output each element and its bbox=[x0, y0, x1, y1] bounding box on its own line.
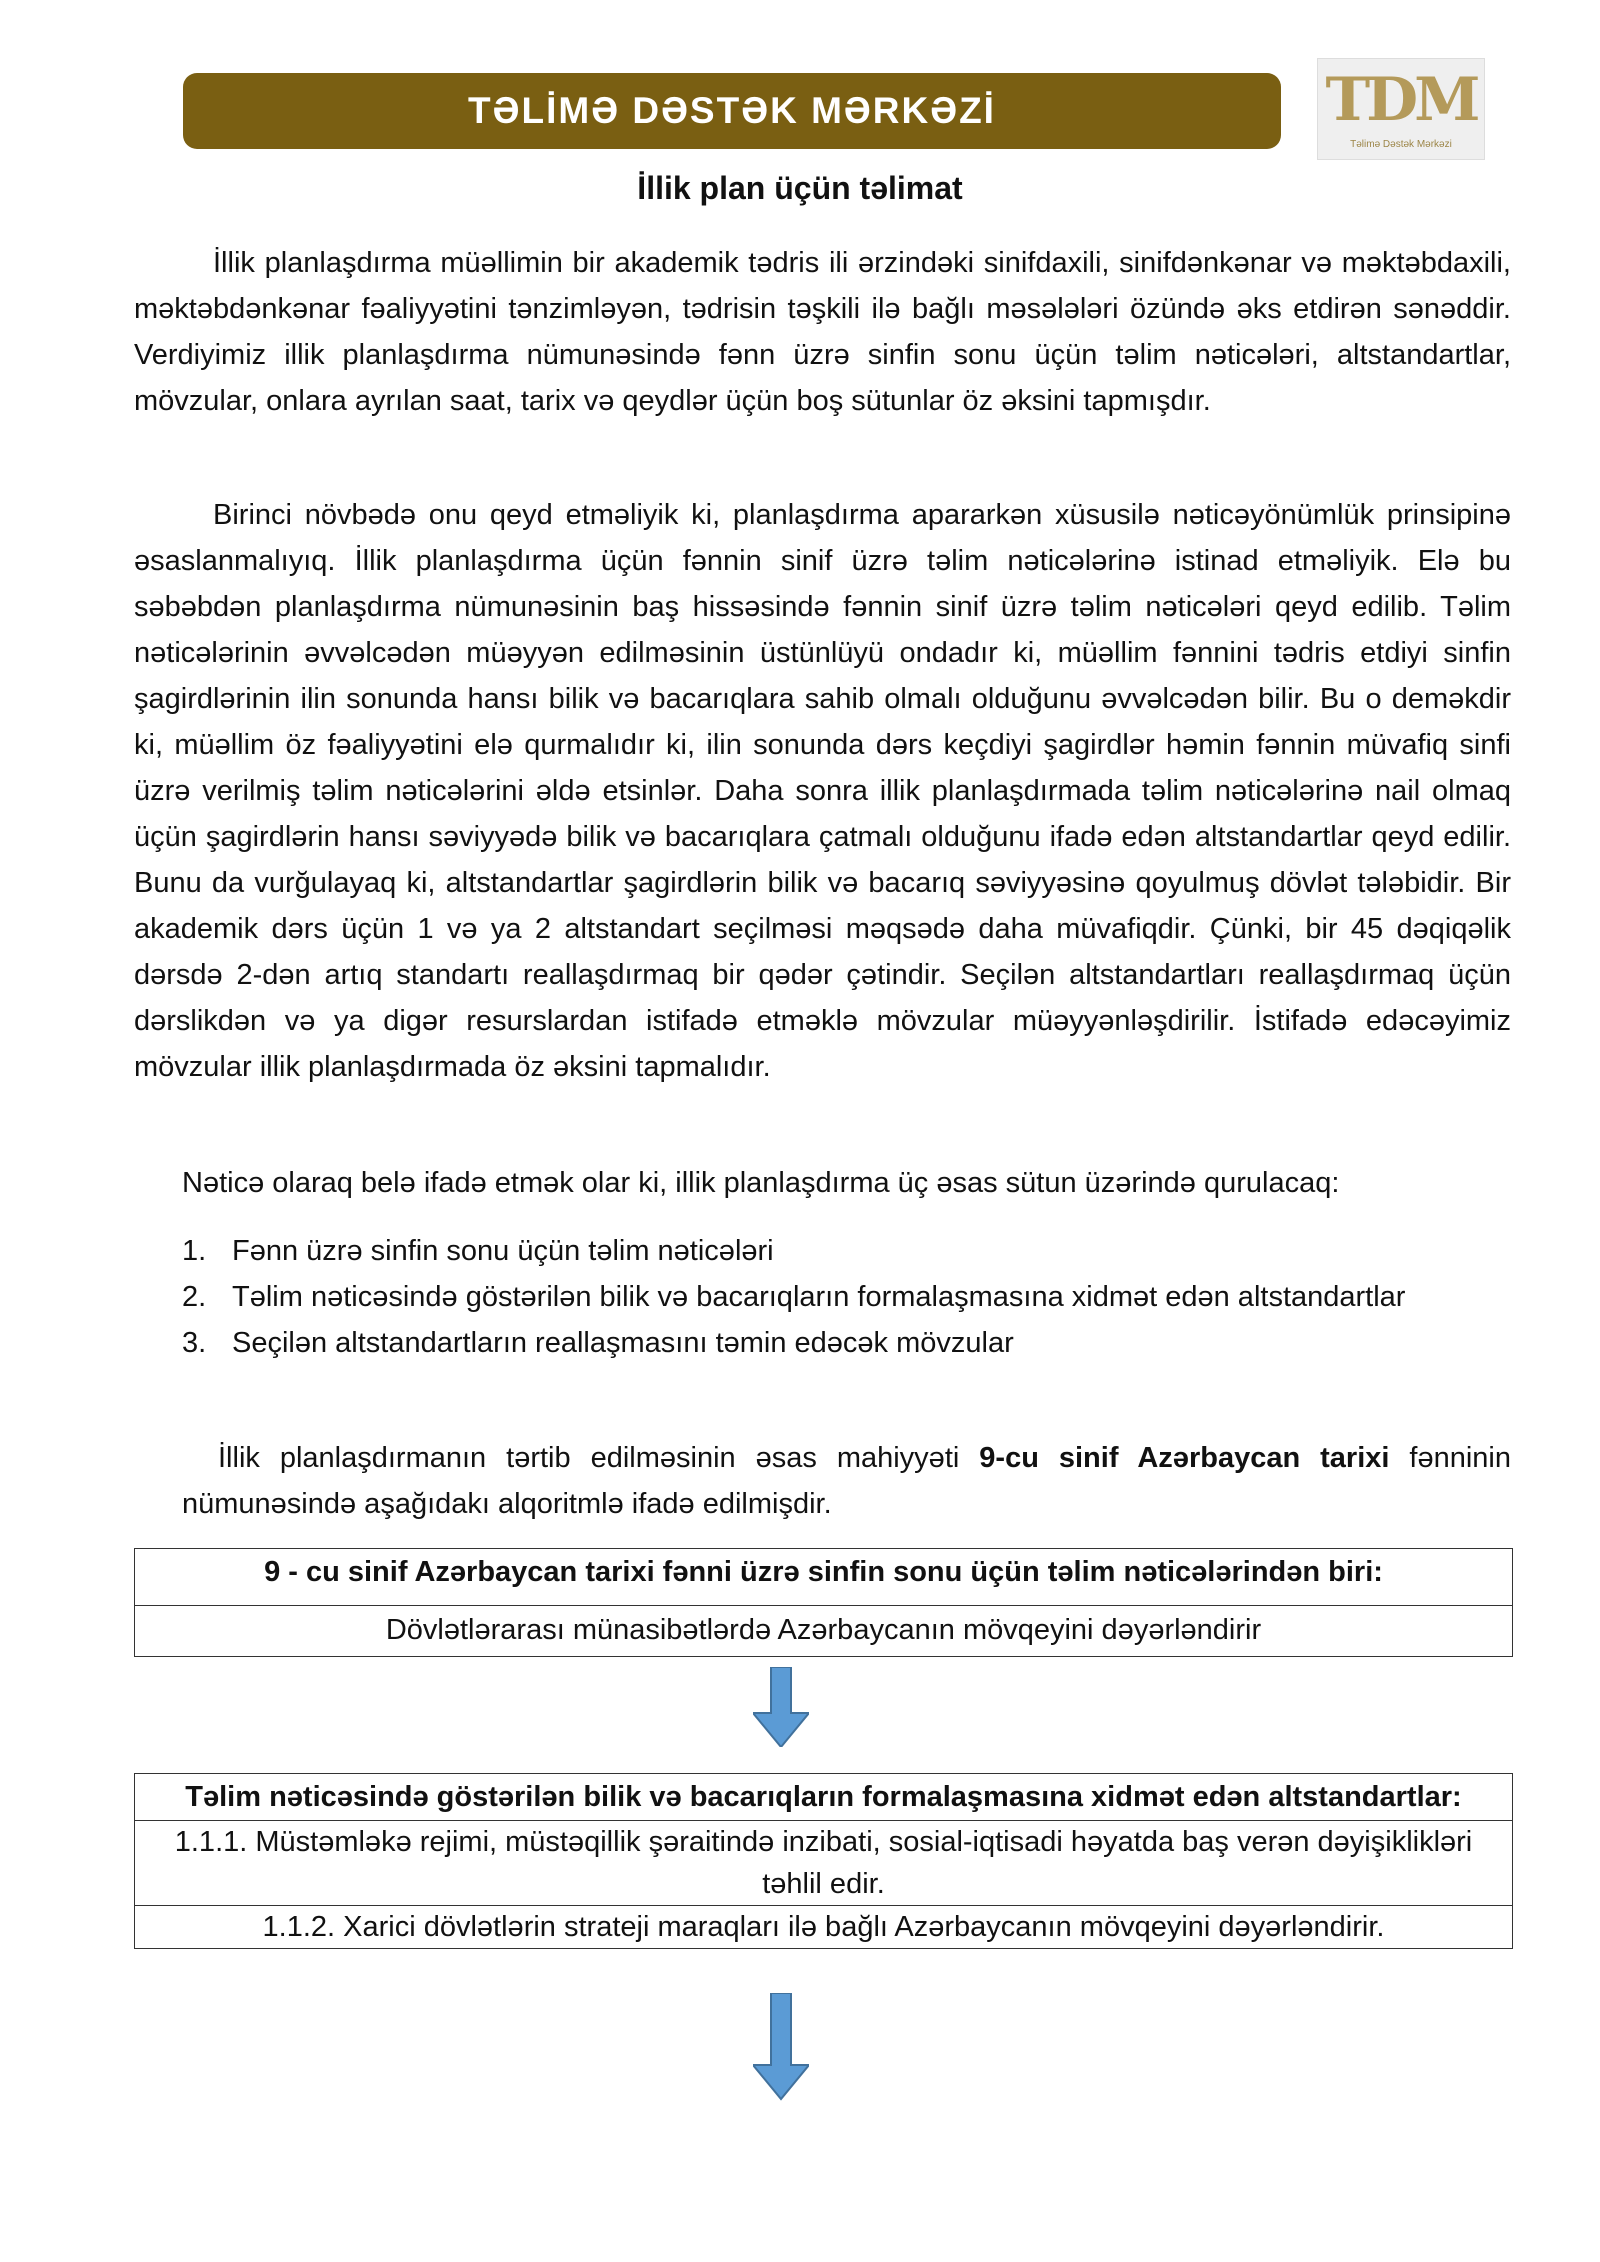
learning-outcome-heading: 9 - cu sinif Azərbaycan tarixi fənni üzrə sinfin sonu üçün təlim nəticələrindən biri: bbox=[264, 1556, 1383, 1588]
logo-mark: TDM bbox=[1325, 65, 1477, 135]
substandard-item: 1.1.1. Müstəmləkə rejimi, müstəqillik şəraitində inzibati, sosial-iqtisadi həyatda baş verən dəyişiklikləri təhlil edir. bbox=[135, 1820, 1512, 1905]
paragraph-algorithm bbox=[182, 1435, 1511, 1527]
down-arrow-icon bbox=[753, 1667, 809, 1747]
tdm-logo bbox=[1317, 58, 1485, 160]
paragraph-intro: İllik planlaşdırma müəllimin bir akademik tədris ili ərzindəki sinifdaxili, sinifdənkənar və məktəbdaxili, məktəbdənkənar fəaliyyətini tənzimləyən, tədrisin təşkili ilə bağlı məsələləri özündə əks etdirən sənəddir. Verdiyimiz illik planlaşdırma nümunəsində fənn üzrə sinfin sonu üçün təlim nəticələri, altstandartlar, mövzular, onlara ayrılan saat, tarix və qeydlər üçün boş sütunlar öz əksini tapmışdır. bbox=[134, 247, 1511, 417]
learning-outcome-box bbox=[134, 1548, 1513, 1657]
substandards-heading: Təlim nəticəsində göstərilən bilik və bacarıqların formalaşmasına xidmət edən altstandartlar: bbox=[185, 1781, 1462, 1813]
list-number: 2. bbox=[182, 1281, 207, 1313]
list-item bbox=[182, 1228, 1511, 1274]
list-item bbox=[182, 1274, 1511, 1320]
paragraph-algorithm-text-end: fənninin nümunəsində aşağıdakı alqoritmlə ifadə edilmişdir. bbox=[182, 1442, 1511, 1520]
list-number: 3. bbox=[182, 1327, 207, 1359]
substandard-item: 1.1.2. Xarici dövlətlərin strateji maraqları ilə bağlı Azərbaycanın mövqeyini dəyərləndirir. bbox=[135, 1905, 1512, 1948]
pillars-list bbox=[182, 1228, 1511, 1366]
list-text: Seçilən altstandartların reallaşmasını təmin edəcək mövzular bbox=[232, 1327, 1014, 1359]
header-title: TƏLİMƏ DƏSTƏK MƏRKƏZİ bbox=[468, 90, 996, 131]
header-banner bbox=[183, 73, 1281, 149]
learning-outcome-value: Dövlətlərarası münasibətlərdə Azərbaycanın mövqeyini dəyərləndirir bbox=[135, 1605, 1512, 1656]
page-title: İllik plan üçün təlimat bbox=[637, 170, 963, 206]
list-item bbox=[182, 1320, 1511, 1366]
list-text: Təlim nəticəsində göstərilən bilik və bacarıqların formalaşmasına xidmət edən altstandartlar bbox=[232, 1281, 1406, 1313]
list-number: 1. bbox=[182, 1235, 207, 1267]
subject-name: 9-cu sinif Azərbaycan tarixi bbox=[979, 1442, 1390, 1474]
paragraph-body: Birinci növbədə onu qeyd etməliyik ki, planlaşdırma apararkən xüsusilə nəticəyönümlük prinsipinə əsaslanmalıyıq. İllik planlaşdırma üçün fənnin sinif üzrə təlim nəticələrinə istinad etməliyik. Elə bu səbəbdən planlaşdırma nümunəsinin baş hissəsində fənnin sinif üzrə təlim nəticələri qeyd edilib. Təlim nəticələrinin əvvəlcədən müəyyən edilməsinin üstünlüyü ondadır ki, müəllim fənnini tədris etdiyi sinfin şagirdlərinin ilin sonunda hansı bilik və bacarıqlara sahib olmalı olduğunu əvvəlcədən bilir. Bu o deməkdir ki, müəllim öz fəaliyyətini elə qurmalıdır ki, ilin sonunda dərs keçdiyi şagirdlər həmin fənnin müvafiq sinfi üzrə verilmiş təlim nəticələrini əldə etsinlər. Daha sonra illik planlaşdırmada təlim nəticələrinə nail olmaq üçün şagirdlərin hansı səviyyədə bilik və bacarıqlara çatmalı olduğunu ifadə edən altstandartlar qeyd edilir. Bunu da vurğulayaq ki, altstandartlar şagirdlərin bilik və bacarıq səviyyəsinə qoyulmuş dövlət tələbidir. Bir akademik dərs üçün 1 və ya 2 altstandart seçilməsi məqsədə daha müvafiqdir. Çünki, bir 45 dəqiqəlik dərsdə 2-dən artıq standartı reallaşdırmaq bir qədər çətindir. Seçilən altstandartları reallaşdırmaq üçün dərslikdən və ya digər resurslardan istifadə etməklə mövzular müəyyənləşdirilir. İstifadə edəcəyimiz mövzular illik planlaşdırmada öz əksini tapmalıdır. bbox=[134, 499, 1511, 1083]
down-arrow-icon bbox=[753, 1993, 809, 2101]
paragraph-conclusion: Nəticə olaraq belə ifadə etmək olar ki, illik planlaşdırma üç əsas sütun üzərində qurulacaq: bbox=[182, 1167, 1340, 1199]
logo-text: Təlimə Dəstək Mərkəzi bbox=[1350, 139, 1452, 150]
substandards-box bbox=[134, 1773, 1513, 1949]
paragraph-algorithm-text: İllik planlaşdırmanın tərtib edilməsinin əsas mahiyyəti bbox=[218, 1442, 980, 1474]
list-text: Fənn üzrə sinfin sonu üçün təlim nəticələri bbox=[232, 1235, 774, 1267]
